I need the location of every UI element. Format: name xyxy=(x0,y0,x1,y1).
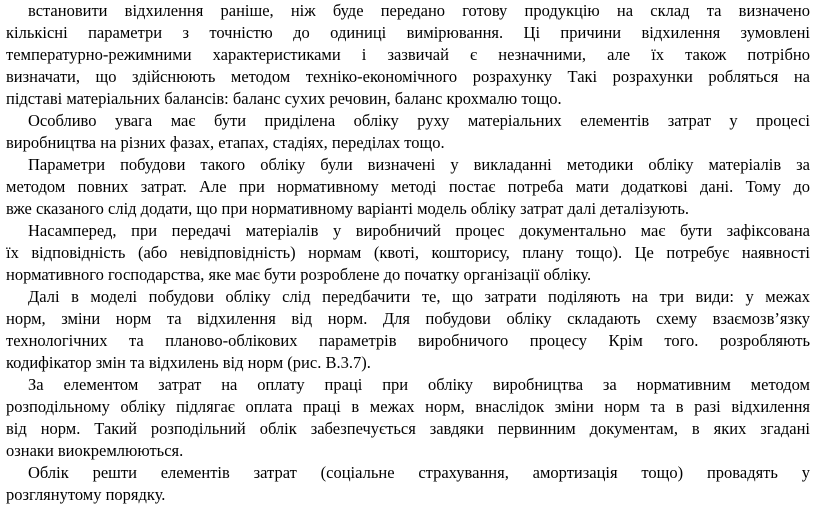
text-line: розглянутому порядку. xyxy=(6,485,166,504)
text-line: від норм. Такий розподільний облік забезпечується завдяки первинним документам, в яких згадані xyxy=(6,419,810,438)
text-line: виробництва на різних фазах, етапах, стадіях, переділах тощо. xyxy=(6,133,445,152)
text-line: підставі матеріальних балансів: баланс сухих речовин, баланс крохмалю тощо. xyxy=(6,89,562,108)
text-line: кодифікатор змін та відхилень від норм (рис. В.3.7). xyxy=(6,353,371,372)
text-line: За елементом затрат на оплату праці при обліку виробництва за нормативним методом xyxy=(28,375,810,394)
text-line: технологічних та планово-облікових параметрів виробничого процесу Крім того. розробляють xyxy=(6,331,810,350)
text-line: встановити відхилення раніше, ніж буде передано готову продукцію на склад та визначено xyxy=(28,1,810,20)
text-line: вже сказаного слід додати, що при нормативному варіанті модель обліку затрат далі деталізують. xyxy=(6,199,690,218)
text-line: ознаки виокремлюються. xyxy=(6,441,184,460)
text-line: нормативного господарства, яке має бути розроблене до початку організації обліку. xyxy=(6,265,592,284)
text-line: розподільному обліку підлягає оплата праці в межах норм, внаслідок зміни норм та в разі відхилення xyxy=(6,397,810,416)
text-line: температурно-режимними характеристиками і зазвичай є незначними, але їх також потрібно xyxy=(6,45,810,64)
text-line: Далі в моделі побудови обліку слід передбачити те, що затрати поділяють на три види: у межах xyxy=(28,287,810,306)
text-line: Особливо увага має бути приділена обліку руху матеріальних елементів затрат у процесі xyxy=(28,111,810,130)
text-line: Облік решти елементів затрат (соціальне страхування, амортизація тощо) провадять у xyxy=(28,463,810,482)
text-line: методом повних затрат. Але при нормативному методі постає потреба мати додаткові дані. Тому до xyxy=(6,177,810,196)
text-line: Параметри побудови такого обліку були визначені у викладанні методики обліку матеріалів за xyxy=(28,155,810,174)
text-line: кількісні параметри з точністю до одиниці вимірювання. Ці причини відхилення зумовлені xyxy=(6,23,810,42)
text-line: їх відповідність (або невідповідність) нормам (квоті, кошторису, плану тощо). Це потребує наявності xyxy=(6,243,810,262)
text-line: Насамперед, при передачі матеріалів у виробничий процес документально має бути зафіксована xyxy=(28,221,810,240)
text-line: норм, зміни норм та відхилення від норм. Для побудови обліку складають схему взаємозв’язку xyxy=(6,309,810,328)
text-line: визначати, що здійснюють методом техніко-економічного розрахунку Такі розрахунки робляться на xyxy=(6,67,810,86)
